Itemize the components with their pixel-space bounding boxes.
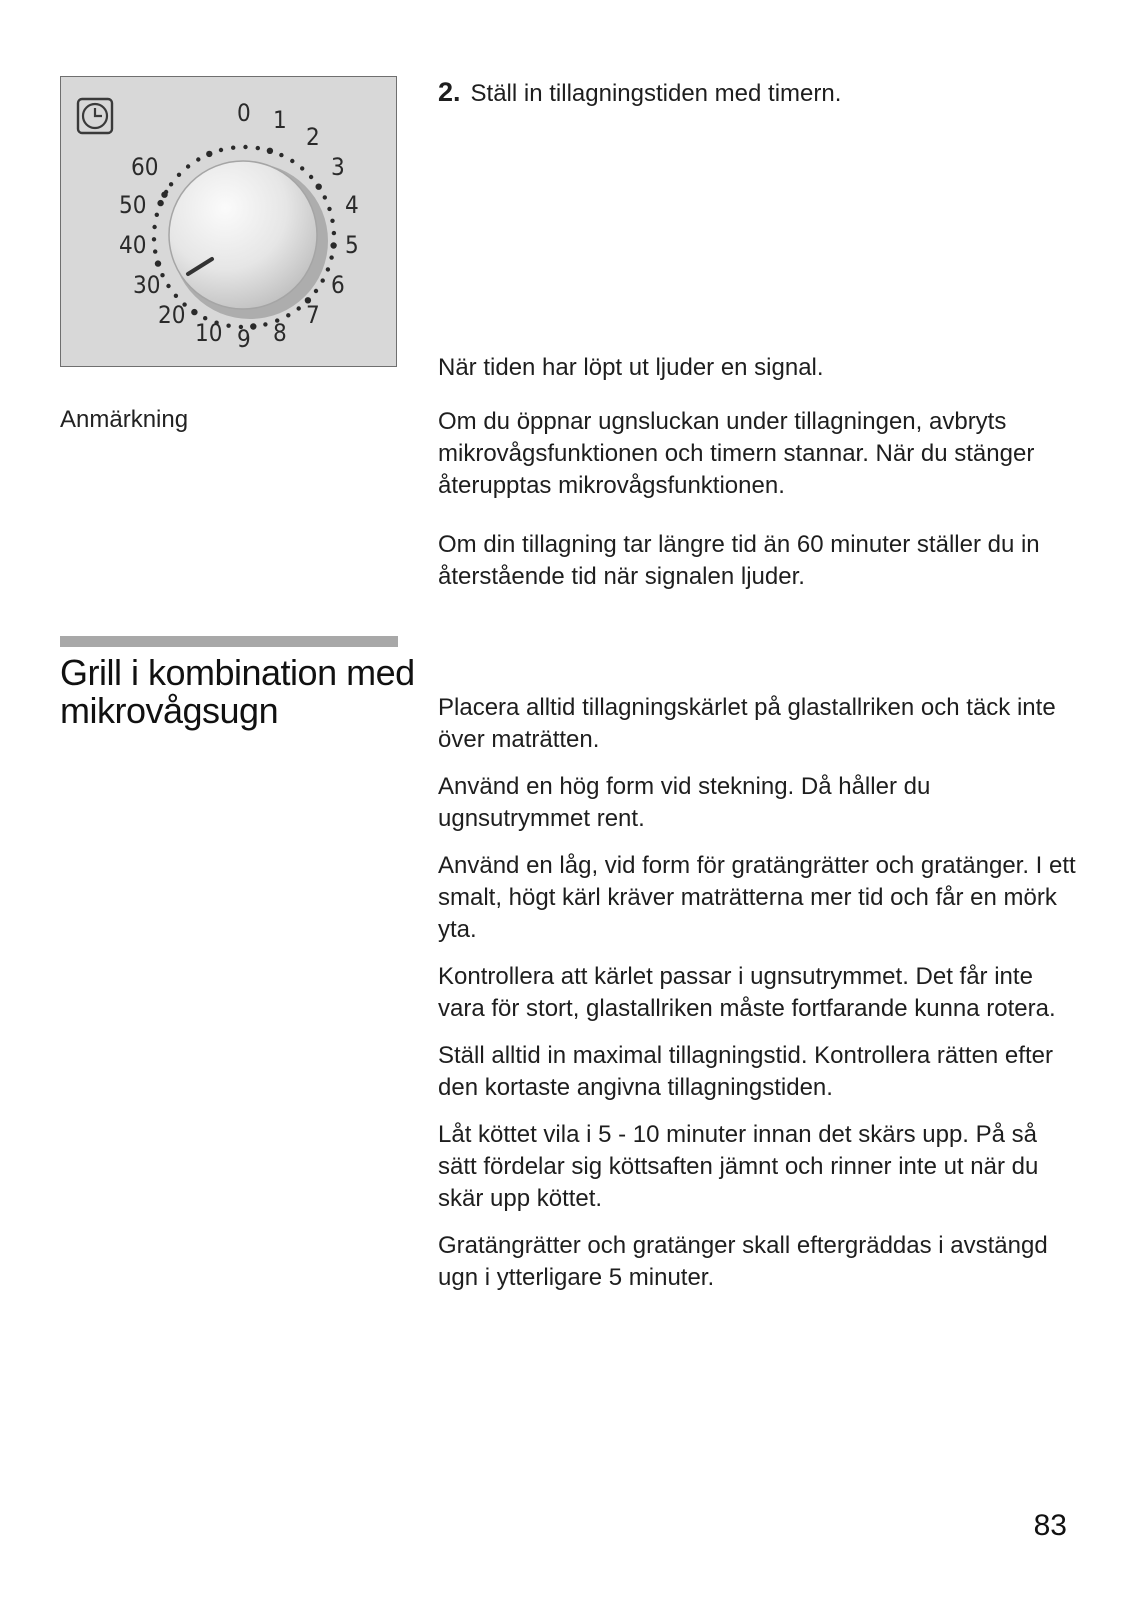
dial-number-6: 6 [331,271,345,299]
dial-tick-dot [286,313,290,317]
section-paragraph: Använd en låg, vid form för gratängrätter och gratänger. I ett smalt, högt kärl kräver maträtterna mer tid och får en mörk yta. [438,852,1076,943]
page-number: 83 [1033,1509,1067,1542]
note-paragraph: Om din tillagning tar längre tid än 60 minuter ställer du in återstående tid när signalen ljuder. [438,531,1040,590]
dial-tick-dot [231,146,235,150]
dial-tick-dot [177,173,181,177]
dial-tick-dot [309,175,313,179]
dial-number-0: 0 [237,99,251,127]
dial-tick-dot [155,260,161,266]
dial-number-3: 3 [331,153,345,181]
dial-tick-dot [250,323,256,329]
dial-tick-dot [226,324,230,328]
dial-tick-dot [332,231,336,235]
section-divider [60,636,398,647]
step-2 [438,76,1078,110]
dial-number-30: 30 [133,271,161,299]
dial-tick-dot [164,190,168,194]
dial-tick-dot [316,184,322,190]
dial-number-60: 60 [131,153,159,181]
dial-tick-dot [330,242,336,248]
dial-tick-dot [267,148,273,154]
dial-number-20: 20 [158,301,186,329]
section-paragraph: Placera alltid tillagningskärlet på glastallriken och täck inte över maträtten. [438,694,1056,753]
dial-tick-dot [153,249,157,253]
dial-tick-dot [327,207,331,211]
dial-tick-dot [263,322,267,326]
section-body [438,692,1078,1309]
section-paragraph: Använd en hög form vid stekning. Då håller du ugnsutrymmet rent. [438,773,931,832]
dial-tick-dot [329,255,333,259]
dial-tick-dot [279,153,283,157]
dial-tick-dot [290,159,294,163]
dial-tick-dot [166,284,170,288]
dial-tick-dot [256,146,260,150]
section-paragraph: Gratängrätter och gratänger skall eftergräddas i avstängd ugn i ytterligare 5 minuter. [438,1232,1048,1291]
dial-tick-dot [326,267,330,271]
dial-number-10: 10 [195,319,223,347]
dial-tick-dot [160,273,164,277]
dial-tick-dot [243,145,247,149]
dial-number-2: 2 [306,123,320,151]
step-text: Ställ in tillagningstiden med timern. [470,80,842,107]
section-paragraph: Kontrollera att kärlet passar i ugnsutrymmet. Det får inte vara för stort, glastallriken måste fortfarande kunna rotera. [438,963,1056,1022]
dial-tick-dot [297,306,301,310]
dial-tick-dot [206,151,212,157]
dial-number-8: 8 [273,319,287,347]
signal-text: När tiden har löpt ut ljuder en signal. [438,354,824,381]
dial-number-50: 50 [119,191,147,219]
dial-tick-dot [196,157,200,161]
dial-tick-dot [300,166,304,170]
step-number: 2. [438,77,461,107]
dial-tick-dot [219,148,223,152]
clock-icon [78,99,112,133]
dial-tick-dot [323,195,327,199]
dial-tick-dot [191,309,197,315]
section-paragraph: Låt köttet vila i 5 - 10 minuter innan det skärs upp. På så sätt fördelar sig köttsaften jämnt och rinner inte ut när du skär upp köttet. [438,1121,1039,1212]
dial-tick-dot [157,200,163,206]
dial-tick-dot [169,182,173,186]
dial-number-7: 7 [306,301,320,329]
dial-tick-dot [186,164,190,168]
dial-number-1: 1 [273,106,287,134]
timer-knob [169,161,317,309]
section-paragraph: Ställ alltid in maximal tillagningstid. Kontrollera rätten efter den kortaste angivna tillagningstiden. [438,1042,1053,1101]
dial-number-9: 9 [237,325,251,353]
note-paragraph: Om du öppnar ugnsluckan under tillagningen, avbryts mikrovågsfunktionen och timern stannar. När du stänger återupptas mikrovågsfunktionen. [438,408,1035,499]
dial-tick-dot [152,237,156,241]
dial-tick-dot [314,289,318,293]
dial-number-40: 40 [119,231,147,259]
timer-dial-illustration [60,76,397,367]
dial-tick-dot [321,278,325,282]
dial-number-4: 4 [345,191,359,219]
dial-tick-dot [155,213,159,217]
dial-number-5: 5 [345,231,359,259]
timer-dial-svg [61,77,398,368]
section-heading: Grill i kombination med mikrovågsugn [60,652,415,731]
dial-tick-dot [152,225,156,229]
dial-tick-dot [330,219,334,223]
dial-tick-dot [174,294,178,298]
note-label: Anmärkning [60,406,189,433]
